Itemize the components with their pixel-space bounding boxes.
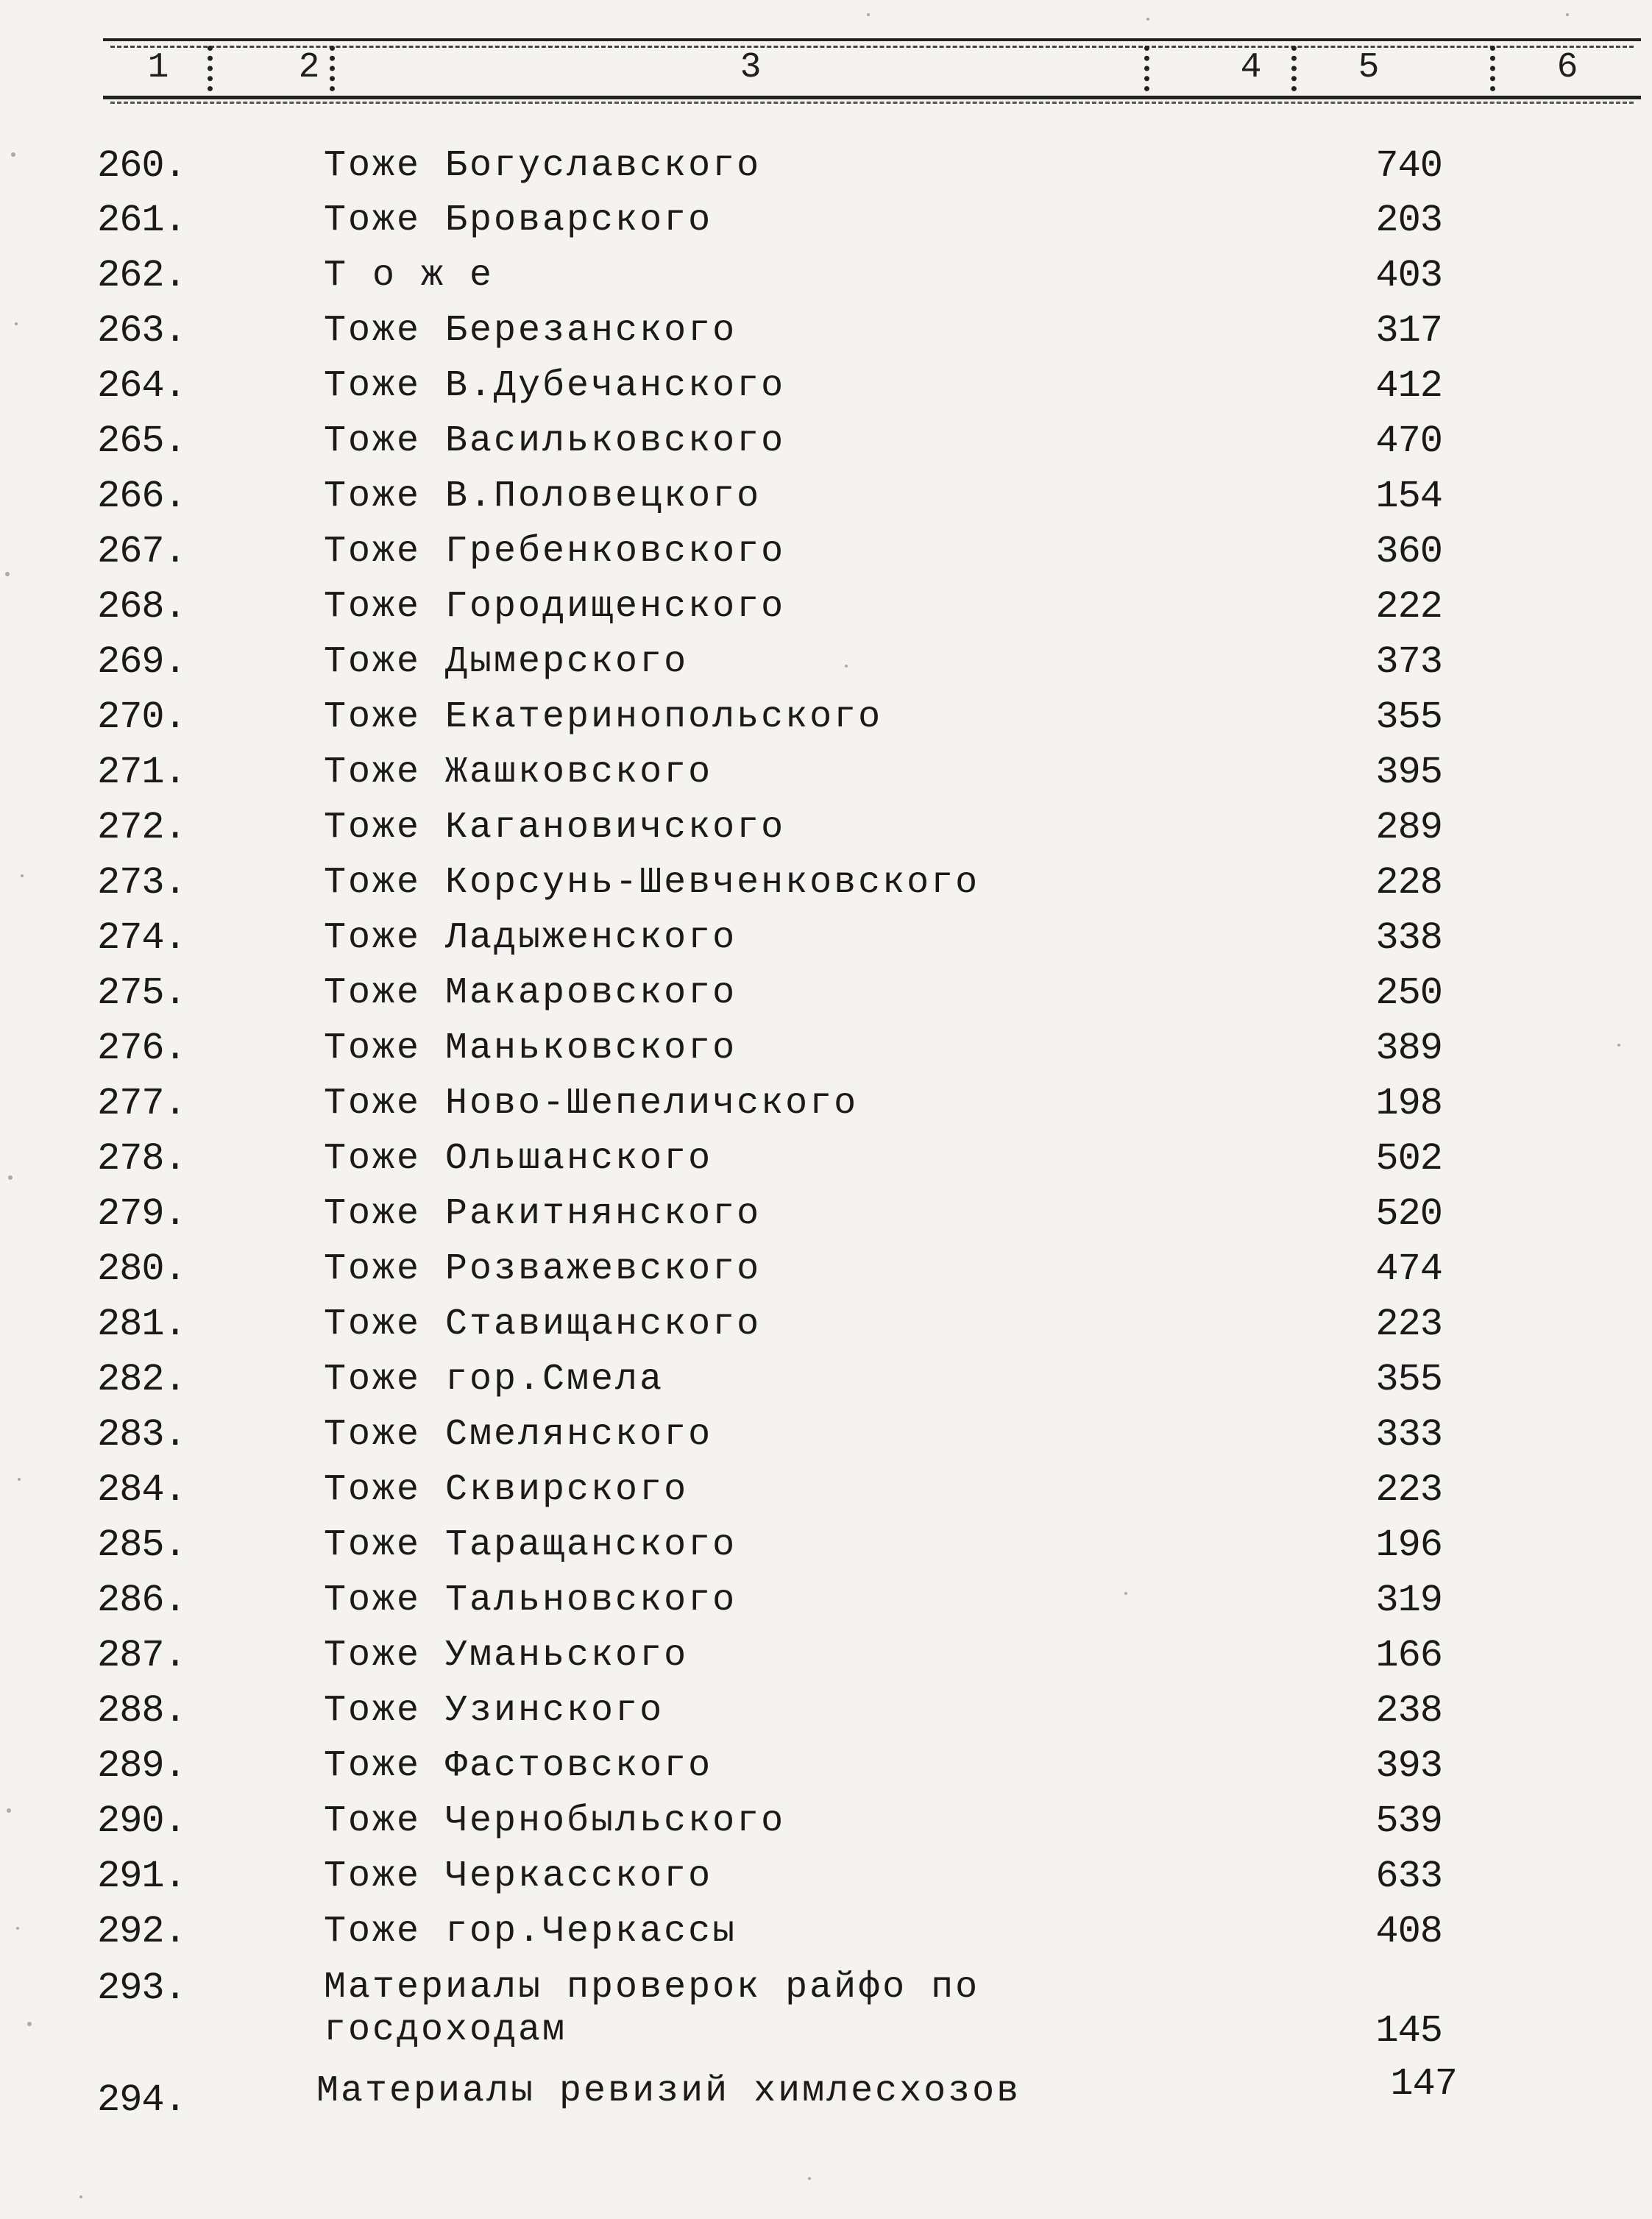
row-number: 280. [97, 1247, 186, 1291]
row-number: 288. [97, 1689, 186, 1733]
table-row [0, 254, 1652, 298]
row-description: Тоже Корсунь-Шевченковского [324, 862, 980, 904]
table-row [0, 1137, 1652, 1181]
row-description: Тоже Ставищанского [324, 1303, 762, 1345]
row-description: Тоже Уманьского [324, 1635, 689, 1677]
row-value: 154 [1375, 475, 1442, 518]
table-row [0, 751, 1652, 795]
row-description: Тоже Тальновского [324, 1579, 737, 1621]
row-number: 265. [97, 420, 186, 463]
row-number: 267. [97, 530, 186, 573]
row-value: 740 [1375, 144, 1442, 188]
row-value: 355 [1375, 696, 1442, 739]
row-number: 282. [97, 1358, 186, 1401]
row-description: Тоже Васильковского [324, 420, 786, 462]
table-row [0, 144, 1652, 188]
row-number: 291. [97, 1855, 186, 1898]
row-description: Тоже Дымерского [324, 641, 689, 683]
row-value: 389 [1375, 1027, 1442, 1070]
row-description: Тоже В.Половецкого [324, 475, 762, 517]
row-description: Тоже Броварского [324, 199, 713, 241]
row-description: Материалы ревизий химлесхозов [316, 2070, 1021, 2112]
column-separator [208, 46, 217, 91]
row-description: Тоже гор.Черкассы [324, 1911, 737, 1953]
row-description: Тоже Узинского [324, 1690, 664, 1732]
table-row [0, 806, 1652, 850]
row-number: 264. [97, 364, 186, 408]
row-description: Тоже Макаровского [324, 972, 737, 1014]
row-number: 279. [97, 1192, 186, 1236]
row-number: 283. [97, 1413, 186, 1457]
table-row [0, 530, 1652, 574]
row-description: Тоже Фастовского [324, 1745, 713, 1787]
table-row [0, 1910, 1652, 1954]
row-value: 238 [1375, 1689, 1442, 1733]
row-value: 395 [1375, 751, 1442, 794]
row-number: 274. [97, 916, 186, 960]
row-number: 285. [97, 1523, 186, 1567]
row-description: Материалы проверок райфо по госдоходам [324, 1967, 980, 2051]
row-description: Т о ж е [324, 255, 494, 297]
table-row [0, 972, 1652, 1016]
table-row [0, 1744, 1652, 1788]
table-row [0, 1579, 1652, 1623]
table-row [0, 475, 1652, 519]
row-value: 223 [1375, 1468, 1442, 1512]
row-number: 284. [97, 1468, 186, 1512]
column-header-2: 2 [298, 48, 320, 88]
row-number: 262. [97, 254, 186, 297]
row-value: 355 [1375, 1358, 1442, 1401]
column-header-3: 3 [740, 48, 762, 88]
table-row [0, 1855, 1652, 1899]
column-header-4: 4 [1240, 48, 1262, 88]
row-description: Тоже Сквирского [324, 1469, 689, 1511]
table-row [0, 1468, 1652, 1512]
header-bottom-dashed-rule [110, 102, 1634, 104]
row-description: Тоже Ново-Шепеличского [324, 1083, 859, 1125]
table-row [0, 1027, 1652, 1071]
row-number: 286. [97, 1579, 186, 1622]
table-row [0, 1358, 1652, 1402]
column-header-5: 5 [1358, 48, 1380, 88]
table-row [0, 420, 1652, 464]
row-number: 268. [97, 585, 186, 629]
row-value: 198 [1375, 1082, 1442, 1125]
row-description: Тоже Таращанского [324, 1524, 737, 1566]
row-description: Тоже В.Дубечанского [324, 365, 786, 407]
row-number: 281. [97, 1303, 186, 1346]
column-separator [1490, 46, 1500, 91]
row-value: 502 [1375, 1137, 1442, 1181]
row-number: 277. [97, 1082, 186, 1125]
column-header-1: 1 [147, 48, 169, 88]
row-value: 470 [1375, 420, 1442, 463]
row-number: 270. [97, 696, 186, 739]
row-value: 373 [1375, 640, 1442, 684]
row-description: Тоже Гребенковского [324, 531, 786, 573]
row-description: Тоже гор.Смела [324, 1359, 664, 1401]
row-value: 250 [1375, 972, 1442, 1015]
row-description: Тоже Черкасского [324, 1855, 713, 1897]
table-row [0, 1247, 1652, 1292]
table-row [0, 199, 1652, 243]
row-number: 272. [97, 806, 186, 849]
row-value: 222 [1375, 585, 1442, 629]
row-description: Тоже Розважевского [324, 1248, 762, 1290]
row-number: 293. [97, 1967, 186, 2010]
table-row [0, 1192, 1652, 1236]
row-value: 166 [1375, 1634, 1442, 1677]
row-number: 263. [97, 309, 186, 353]
row-value: 203 [1375, 199, 1442, 242]
row-value: 539 [1375, 1799, 1442, 1843]
row-description: Тоже Маньковского [324, 1027, 737, 1069]
table-row [0, 309, 1652, 353]
row-description: Тоже Ладыженского [324, 917, 737, 959]
row-number: 287. [97, 1634, 186, 1677]
row-value: 196 [1375, 1523, 1442, 1567]
row-description: Тоже Городищенского [324, 586, 786, 628]
row-description: Тоже Богуславского [324, 145, 762, 187]
row-value: 412 [1375, 364, 1442, 408]
column-header-6: 6 [1556, 48, 1578, 88]
row-number: 275. [97, 972, 186, 1015]
row-number: 290. [97, 1799, 186, 1843]
table-row [0, 1523, 1652, 1568]
table-row [0, 1413, 1652, 1457]
row-description: Тоже Смелянского [324, 1414, 713, 1456]
row-number: 289. [97, 1744, 186, 1788]
row-value: 228 [1375, 861, 1442, 905]
table-row [0, 861, 1652, 905]
table-row [0, 1634, 1652, 1678]
row-value: 319 [1375, 1579, 1442, 1622]
header-bottom-rule [103, 96, 1641, 99]
row-description: Тоже Жашковского [324, 751, 713, 793]
table-row [0, 1799, 1652, 1844]
row-value: 338 [1375, 916, 1442, 960]
table-row [0, 696, 1652, 740]
row-number: 271. [97, 751, 186, 794]
row-value: 333 [1375, 1413, 1442, 1457]
row-number: 261. [97, 199, 186, 242]
row-value: 408 [1375, 1910, 1442, 1953]
column-separator [1144, 46, 1154, 91]
column-separator [330, 46, 339, 91]
table-row [0, 916, 1652, 960]
row-value: 633 [1375, 1855, 1442, 1898]
row-description: Тоже Чернобыльского [324, 1800, 786, 1842]
row-value: 223 [1375, 1303, 1442, 1346]
row-description: Тоже Ракитнянского [324, 1193, 762, 1235]
row-description: Тоже Кагановичского [324, 807, 786, 849]
row-value: 360 [1375, 530, 1442, 573]
row-number: 276. [97, 1027, 186, 1070]
table-row [0, 364, 1652, 408]
row-description: Тоже Березанского [324, 310, 737, 352]
row-number: 294. [97, 2078, 186, 2122]
table-row [0, 640, 1652, 684]
row-value: 520 [1375, 1192, 1442, 1236]
row-value: 474 [1375, 1247, 1442, 1291]
row-number: 292. [97, 1910, 186, 1953]
header-top-rule [103, 38, 1641, 41]
table-row [0, 1967, 1652, 2055]
row-description: Тоже Екатеринопольского [324, 696, 883, 738]
row-description: Тоже Ольшанского [324, 1138, 713, 1180]
row-number: 260. [97, 144, 186, 188]
table-row [0, 1689, 1652, 1733]
row-number: 269. [97, 640, 186, 684]
table-row [0, 1303, 1652, 1347]
row-number: 273. [97, 861, 186, 905]
row-value: 289 [1375, 806, 1442, 849]
table-row [0, 1082, 1652, 1126]
table-row [0, 2062, 1652, 2122]
table-row [0, 585, 1652, 629]
row-value: 147 [1390, 2062, 1457, 2106]
row-number: 278. [97, 1137, 186, 1181]
row-value: 317 [1375, 309, 1442, 353]
row-value: 403 [1375, 254, 1442, 297]
row-value: 145 [1375, 2009, 1442, 2053]
row-number: 266. [97, 475, 186, 518]
row-value: 393 [1375, 1744, 1442, 1788]
column-separator [1291, 46, 1301, 91]
